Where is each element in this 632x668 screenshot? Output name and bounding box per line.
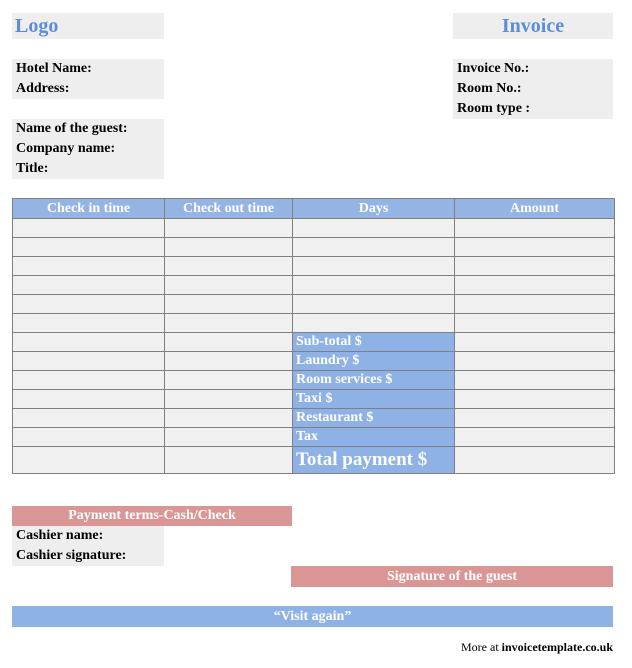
room-services-amount-cell[interactable] — [455, 371, 615, 390]
laundry-label: Laundry $ — [293, 352, 455, 371]
column-header-amount: Amount — [455, 199, 615, 219]
days-cell[interactable] — [293, 295, 455, 314]
check-in-cell[interactable] — [13, 390, 165, 409]
invoice-info-block — [453, 59, 613, 119]
check-out-cell[interactable] — [165, 428, 293, 447]
table-row — [13, 333, 615, 352]
check-in-cell[interactable] — [13, 352, 165, 371]
guest-signature-banner: Signature of the guest — [291, 566, 613, 587]
column-header-check-out: Check out time — [165, 199, 293, 219]
check-out-cell[interactable] — [165, 276, 293, 295]
days-cell[interactable] — [293, 257, 455, 276]
check-in-cell[interactable] — [13, 276, 165, 295]
check-in-cell[interactable] — [13, 238, 165, 257]
check-out-cell[interactable] — [165, 314, 293, 333]
visit-again-banner: “Visit again” — [12, 606, 613, 627]
laundry-amount-cell[interactable] — [455, 352, 615, 371]
amount-cell[interactable] — [455, 276, 615, 295]
days-cell[interactable] — [293, 276, 455, 295]
taxi-amount-cell[interactable] — [455, 390, 615, 409]
subtotal-label: Sub-total $ — [293, 333, 455, 352]
restaurant-amount-cell[interactable] — [455, 409, 615, 428]
total-payment-label: Total payment $ — [293, 447, 455, 474]
check-in-cell[interactable] — [13, 219, 165, 238]
table-row — [13, 352, 615, 371]
table-row — [13, 276, 615, 295]
footer-credit — [400, 640, 613, 655]
table-row — [13, 314, 615, 333]
amount-cell[interactable] — [455, 257, 615, 276]
taxi-label: Taxi $ — [293, 390, 455, 409]
items-table — [12, 198, 615, 474]
footer-prefix: More at — [461, 640, 502, 654]
table-row — [13, 371, 615, 390]
check-in-cell[interactable] — [13, 295, 165, 314]
check-out-cell[interactable] — [165, 257, 293, 276]
check-out-cell[interactable] — [165, 371, 293, 390]
hotel-name-label: Hotel Name: — [16, 61, 92, 76]
check-in-cell[interactable] — [13, 447, 165, 474]
subtotal-amount-cell[interactable] — [455, 333, 615, 352]
invoice-number-label: Invoice No.: — [457, 61, 530, 76]
column-header-days: Days — [293, 199, 455, 219]
payment-terms-banner: Payment terms-Cash/Check — [12, 506, 292, 526]
tax-label: Tax — [293, 428, 455, 447]
cashier-name-label: Cashier name: — [16, 528, 104, 543]
check-out-cell[interactable] — [165, 409, 293, 428]
hotel-info-block — [12, 59, 164, 99]
table-row — [13, 238, 615, 257]
room-type-label: Room type : — [457, 101, 531, 116]
room-services-label: Room services $ — [293, 371, 455, 390]
check-out-cell[interactable] — [165, 447, 293, 474]
table-row — [13, 390, 615, 409]
check-out-cell[interactable] — [165, 295, 293, 314]
logo: Logo — [12, 13, 164, 39]
check-in-cell[interactable] — [13, 428, 165, 447]
check-in-cell[interactable] — [13, 371, 165, 390]
table-row — [13, 428, 615, 447]
days-cell[interactable] — [293, 314, 455, 333]
cashier-block — [12, 526, 164, 566]
amount-cell[interactable] — [455, 295, 615, 314]
address-label: Address: — [16, 81, 70, 96]
restaurant-label: Restaurant $ — [293, 409, 455, 428]
check-out-cell[interactable] — [165, 390, 293, 409]
table-row — [13, 219, 615, 238]
column-header-check-in: Check in time — [13, 199, 165, 219]
check-out-cell[interactable] — [165, 238, 293, 257]
days-cell[interactable] — [293, 219, 455, 238]
amount-cell[interactable] — [455, 314, 615, 333]
amount-cell[interactable] — [455, 219, 615, 238]
check-out-cell[interactable] — [165, 333, 293, 352]
cashier-signature-label: Cashier signature: — [16, 548, 127, 563]
check-out-cell[interactable] — [165, 352, 293, 371]
check-out-cell[interactable] — [165, 219, 293, 238]
table-row — [13, 295, 615, 314]
invoice-title: Invoice — [453, 13, 613, 39]
table-header-row — [13, 199, 615, 219]
tax-amount-cell[interactable] — [455, 428, 615, 447]
check-in-cell[interactable] — [13, 314, 165, 333]
days-cell[interactable] — [293, 238, 455, 257]
table-row — [13, 409, 615, 428]
room-number-label: Room No.: — [457, 81, 522, 96]
check-in-cell[interactable] — [13, 257, 165, 276]
check-in-cell[interactable] — [13, 409, 165, 428]
title-label: Title: — [16, 161, 49, 176]
footer-site-link[interactable]: invoicetemplate.co.uk — [501, 640, 613, 654]
check-in-cell[interactable] — [13, 333, 165, 352]
guest-info-block — [12, 119, 164, 179]
table-row — [13, 257, 615, 276]
company-name-label: Company name: — [16, 141, 116, 156]
amount-cell[interactable] — [455, 238, 615, 257]
guest-name-label: Name of the guest: — [16, 121, 128, 136]
table-row — [13, 447, 615, 474]
total-payment-amount-cell[interactable] — [455, 447, 615, 474]
